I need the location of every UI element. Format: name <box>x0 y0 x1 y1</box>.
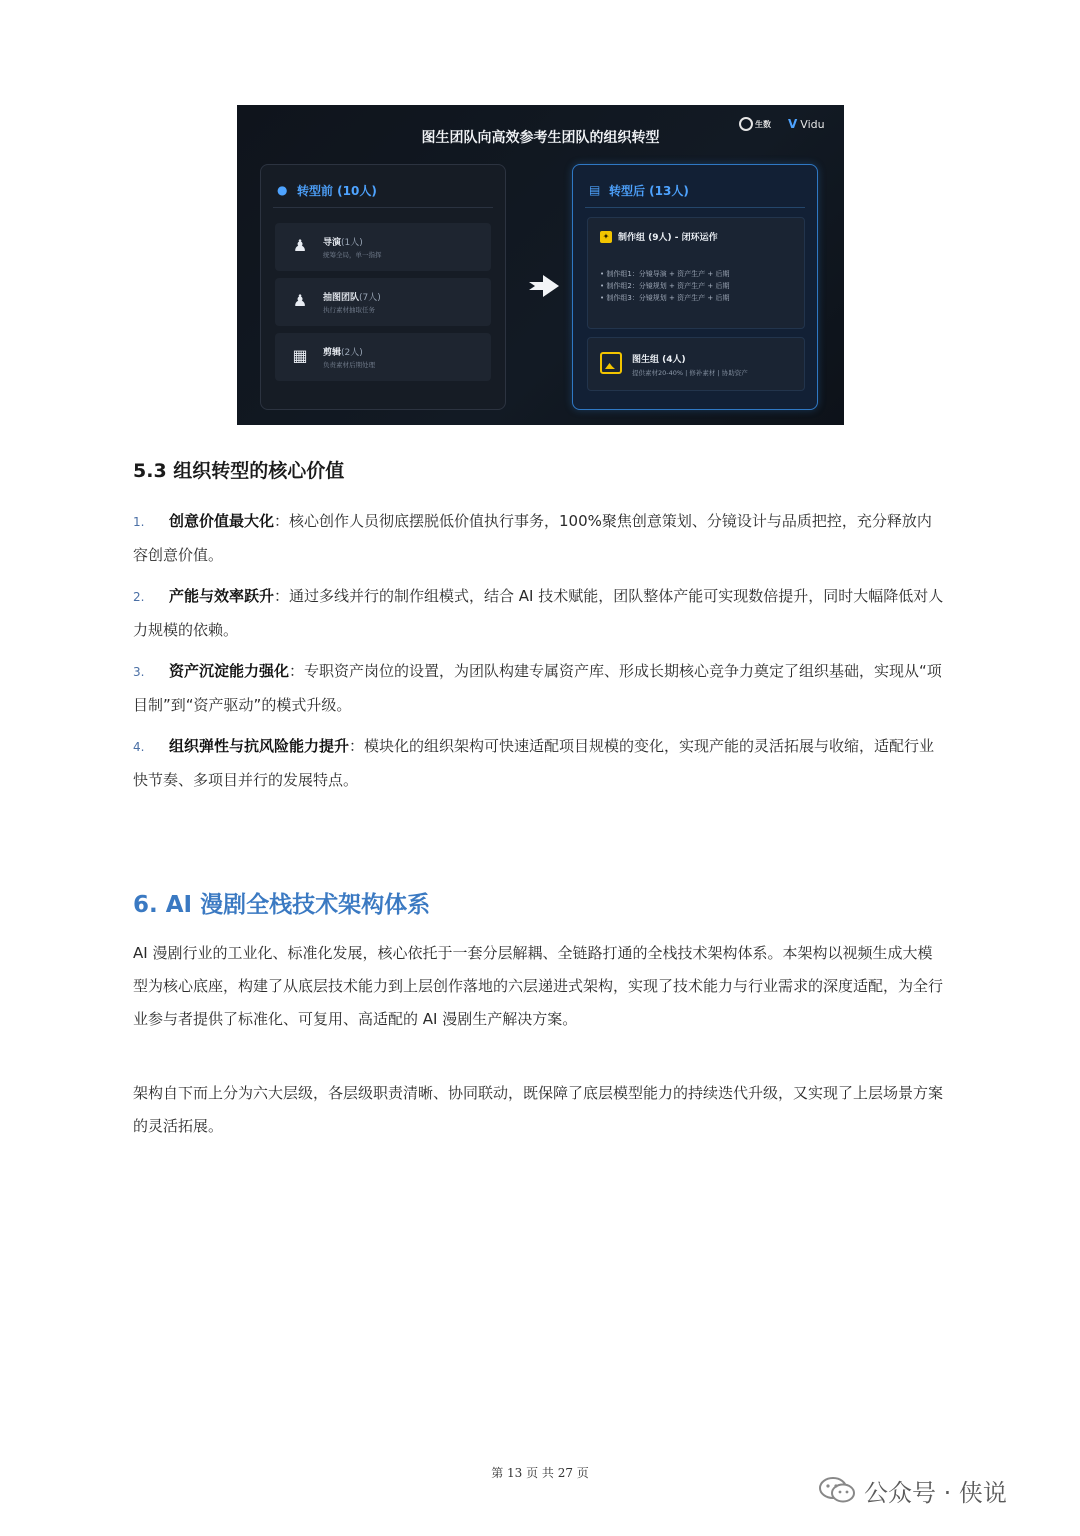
user-icon: ♟ <box>292 291 308 310</box>
production-group-card <box>587 217 805 329</box>
item-keyword: 资产沉淀能力强化 <box>169 662 290 680</box>
role-card-extract-team <box>275 278 491 326</box>
figure-title: 图生团队向高效参考生团队的组织转型 <box>421 130 660 146</box>
item-number: 3. <box>133 665 145 679</box>
wechat-icon <box>818 1476 856 1504</box>
sparkle-icon: ✦ <box>600 231 612 243</box>
divider <box>273 207 493 208</box>
item-number: 1. <box>133 515 145 529</box>
shengshu-logo <box>739 113 777 135</box>
production-group-title: 制作组 (9人) - 闭环运作 <box>618 233 718 243</box>
paragraph-layers: 架构自下而上分为六大层级，各层级职责清晰、协同联动，既保障了底层模型能力的持续迭代升级，又实现了上层场景方案的灵活拓展。 <box>133 1084 944 1135</box>
after-heading <box>589 181 689 199</box>
role-name: 抽图团队(7人) <box>323 293 381 303</box>
team-icon: ● <box>277 183 288 197</box>
org-transformation-figure <box>237 105 844 425</box>
list-item <box>133 655 945 721</box>
item-number: 4. <box>133 740 145 754</box>
list-item <box>133 730 945 796</box>
vidu-logo-mark: V <box>788 117 798 131</box>
item-number: 2. <box>133 590 145 604</box>
before-heading <box>277 181 377 199</box>
production-group-list <box>600 268 729 304</box>
list-item: • 制作组1：分镜导演 + 资产生产 + 后期 <box>600 270 730 278</box>
after-heading-text: 转型后 (13人) <box>609 183 689 198</box>
divider <box>585 207 805 208</box>
production-group-heading <box>600 230 718 243</box>
section-heading-6: 6. AI 漫剧全栈技术架构体系 <box>133 892 431 918</box>
image-group-card <box>587 337 805 391</box>
image-icon <box>600 352 622 374</box>
list-item <box>133 580 945 646</box>
vidu-logo <box>788 113 833 135</box>
clapperboard-icon: ▦ <box>292 346 308 365</box>
image-group-title: 图生组 (4人) <box>632 355 686 365</box>
before-panel <box>260 164 506 410</box>
role-name: 导演(1人) <box>323 238 363 248</box>
list-item <box>133 505 945 571</box>
role-desc: 负责素材后期处理 <box>323 361 375 369</box>
item-text: ：通过多线并行的制作组模式，结合 AI 技术赋能，团队整体产能可实现数倍提升，同时大幅降低对人力规模的依赖。 <box>133 587 944 639</box>
role-card-editor <box>275 333 491 381</box>
section-heading-5-3: 5.3 组织转型的核心价值 <box>133 460 345 482</box>
item-keyword: 组织弹性与抗风险能力提升 <box>169 737 350 755</box>
before-heading-text: 转型前 (10人) <box>297 183 377 198</box>
item-keyword: 创意价值最大化 <box>169 512 275 530</box>
item-text: ：核心创作人员彻底摆脱低价值执行事务，100%聚焦创意策划、分镜设计与品质把控，充分释放内容创意价值。 <box>133 512 932 564</box>
item-text: ：模块化的组织架构可快速适配项目规模的变化，实现产能的灵活拓展与收缩，适配行业快节奏、多项目并行的发展特点。 <box>133 737 935 789</box>
image-group-desc: 提供素材20-40% | 修补素材 | 协助资产 <box>632 369 748 377</box>
core-value-list <box>133 505 945 805</box>
vidu-logo-text: Vidu <box>800 117 825 131</box>
item-text: ：专职资产岗位的设置，为团队构建专属资产库、形成长期核心竞争力奠定了组织基础，实现从“项目制”到“资产驱动”的模式升级。 <box>133 662 942 714</box>
role-name: 剪辑(2人) <box>323 348 363 358</box>
role-desc: 执行素材抽取任务 <box>323 306 375 314</box>
role-desc: 统筹全局，单一指挥 <box>323 251 382 259</box>
user-icon: ♟ <box>292 236 308 255</box>
watermark-text: 公众号 · 侠说 <box>864 1478 1007 1507</box>
shengshu-logo-mark <box>739 117 753 131</box>
paragraph-intro: AI 漫剧行业的工业化、标准化发展，核心依托于一套分层解耦、全链路打通的全栈技术架构体系。本架构以视频生成大模型为核心底座，构建了从底层技术能力到上层创作落地的六层递进式架构，实现了技术能力与行业需求的深度适配，为全行业参与者提供了标准化、可复用、高适配的 AI 漫剧生产解决方案。 <box>133 944 944 1028</box>
item-keyword: 产能与效率跃升 <box>169 587 275 605</box>
page-number: 第 13 页 共 27 页 <box>491 1466 589 1480</box>
org-chart-icon: ▤ <box>589 183 601 197</box>
after-panel <box>572 164 818 410</box>
wechat-watermark <box>818 1472 1058 1508</box>
list-item: • 制作组3：分镜规划 + 资产生产 + 后期 <box>600 294 730 302</box>
list-item: • 制作组2：分镜规划 + 资产生产 + 后期 <box>600 282 730 290</box>
right-arrow-icon <box>529 273 559 299</box>
shengshu-logo-text: 生数 <box>755 119 771 129</box>
role-card-director <box>275 223 491 271</box>
